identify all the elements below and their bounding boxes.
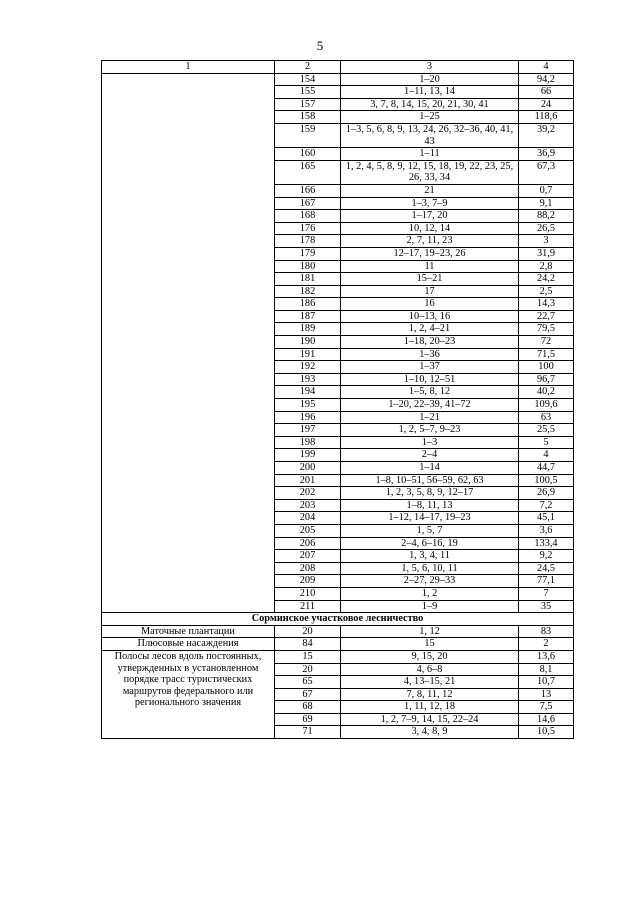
- area-cell: 88,2: [519, 210, 574, 223]
- quarter-number-cell: 204: [275, 512, 341, 525]
- plot-numbers-cell: 15: [341, 638, 519, 651]
- area-cell: 100: [519, 361, 574, 374]
- area-cell: 2,8: [519, 260, 574, 273]
- plot-numbers-cell: 1, 2, 4, 5, 8, 9, 12, 15, 18, 19, 22, 23, 25, 26, 33, 34: [341, 160, 519, 184]
- area-cell: 94,2: [519, 73, 574, 86]
- plot-numbers-cell: 1–8, 10–51, 56–59, 62, 63: [341, 474, 519, 487]
- quarter-number-cell: 158: [275, 111, 341, 124]
- plot-numbers-cell: 21: [341, 184, 519, 197]
- quarter-number-cell: 195: [275, 399, 341, 412]
- quarter-number-cell: 69: [275, 713, 341, 726]
- quarter-number-cell: 84: [275, 638, 341, 651]
- quarter-number-cell: 208: [275, 562, 341, 575]
- area-cell: 0,7: [519, 184, 574, 197]
- plot-numbers-cell: 1–36: [341, 348, 519, 361]
- quarter-number-cell: 155: [275, 86, 341, 99]
- area-cell: 3,6: [519, 524, 574, 537]
- quarter-number-cell: 197: [275, 424, 341, 437]
- area-cell: 13: [519, 688, 574, 701]
- quarter-number-cell: 190: [275, 336, 341, 349]
- quarter-number-cell: 160: [275, 148, 341, 161]
- plot-numbers-cell: 16: [341, 298, 519, 311]
- area-cell: 100,5: [519, 474, 574, 487]
- plot-numbers-cell: 1, 5, 6, 10, 11: [341, 562, 519, 575]
- plot-numbers-cell: 3, 4, 8, 9: [341, 726, 519, 739]
- plot-numbers-cell: 1–18, 20–23: [341, 336, 519, 349]
- table-row: [102, 650, 574, 663]
- quarter-number-cell: 67: [275, 688, 341, 701]
- quarter-number-cell: 198: [275, 436, 341, 449]
- plot-numbers-cell: 1, 2, 3, 5, 8, 9, 12–17: [341, 487, 519, 500]
- category-name-cell: Маточные плантации: [102, 625, 275, 638]
- plot-numbers-cell: 15–21: [341, 273, 519, 286]
- quarter-number-cell: 205: [275, 524, 341, 537]
- area-cell: 35: [519, 600, 574, 613]
- plot-numbers-cell: 1, 5, 7: [341, 524, 519, 537]
- header-cell-3: 3: [341, 61, 519, 74]
- plot-numbers-cell: 12–17, 19–23, 26: [341, 247, 519, 260]
- header-row: [102, 61, 574, 74]
- plot-numbers-cell: 1, 2, 4–21: [341, 323, 519, 336]
- plot-numbers-cell: 1, 12: [341, 625, 519, 638]
- table-row: [102, 73, 574, 86]
- quarter-number-cell: 20: [275, 625, 341, 638]
- area-cell: 67,3: [519, 160, 574, 184]
- area-cell: 133,4: [519, 537, 574, 550]
- plot-numbers-cell: 2–4: [341, 449, 519, 462]
- strip-category-cell: Полосы лесов вдоль постоянных, утвержденных в установленном порядке трасс туристических маршрутов федерального или регионального значения: [102, 650, 275, 738]
- area-cell: 7: [519, 587, 574, 600]
- quarter-number-cell: 187: [275, 310, 341, 323]
- area-cell: 24,2: [519, 273, 574, 286]
- quarter-number-cell: 20: [275, 663, 341, 676]
- plot-numbers-cell: 3, 7, 8, 14, 15, 20, 21, 30, 41: [341, 98, 519, 111]
- quarter-number-cell: 192: [275, 361, 341, 374]
- header-cell-4: 4: [519, 61, 574, 74]
- area-cell: 9,1: [519, 197, 574, 210]
- plot-numbers-cell: 11: [341, 260, 519, 273]
- area-cell: 24: [519, 98, 574, 111]
- quarter-number-cell: 211: [275, 600, 341, 613]
- plot-numbers-cell: 1–37: [341, 361, 519, 374]
- area-cell: 14,3: [519, 298, 574, 311]
- area-cell: 96,7: [519, 373, 574, 386]
- plot-numbers-cell: 9, 15, 20: [341, 650, 519, 663]
- plot-numbers-cell: 4, 13–15, 21: [341, 676, 519, 689]
- header-cell-2: 2: [275, 61, 341, 74]
- area-cell: 83: [519, 625, 574, 638]
- quarter-number-cell: 194: [275, 386, 341, 399]
- quarter-number-cell: 178: [275, 235, 341, 248]
- plot-numbers-cell: 1, 2, 5–7, 9–23: [341, 424, 519, 437]
- quarter-number-cell: 201: [275, 474, 341, 487]
- quarter-number-cell: 180: [275, 260, 341, 273]
- quarter-number-cell: 203: [275, 499, 341, 512]
- area-cell: 72: [519, 336, 574, 349]
- plot-numbers-cell: 2, 7, 11, 23: [341, 235, 519, 248]
- area-cell: 24,5: [519, 562, 574, 575]
- area-cell: 66: [519, 86, 574, 99]
- plot-numbers-cell: 1–21: [341, 411, 519, 424]
- plot-numbers-cell: 2–4, 6–16, 19: [341, 537, 519, 550]
- plot-numbers-cell: 2–27, 29–33: [341, 575, 519, 588]
- quarter-number-cell: 199: [275, 449, 341, 462]
- quarter-number-cell: 159: [275, 123, 341, 147]
- quarter-number-cell: 210: [275, 587, 341, 600]
- plot-numbers-cell: 1–8, 11, 13: [341, 499, 519, 512]
- quarter-number-cell: 189: [275, 323, 341, 336]
- blank-name-cell: [102, 73, 275, 613]
- quarter-number-cell: 182: [275, 285, 341, 298]
- quarter-number-cell: 202: [275, 487, 341, 500]
- area-cell: 71,5: [519, 348, 574, 361]
- area-cell: 26,5: [519, 222, 574, 235]
- section-title: Сорминское участковое лесничество: [102, 613, 574, 626]
- quarter-number-cell: 206: [275, 537, 341, 550]
- quarter-number-cell: 154: [275, 73, 341, 86]
- plot-numbers-cell: 17: [341, 285, 519, 298]
- plot-numbers-cell: 1–12, 14–17, 19–23: [341, 512, 519, 525]
- area-cell: 5: [519, 436, 574, 449]
- area-cell: 22,7: [519, 310, 574, 323]
- table-row: [102, 625, 574, 638]
- quarter-number-cell: 167: [275, 197, 341, 210]
- quarter-number-cell: 165: [275, 160, 341, 184]
- area-cell: 10,7: [519, 676, 574, 689]
- plot-numbers-cell: 1–3, 7–9: [341, 197, 519, 210]
- plot-numbers-cell: 1–3, 5, 6, 8, 9, 13, 24, 26, 32–36, 40, 41, 43: [341, 123, 519, 147]
- area-cell: 10,5: [519, 726, 574, 739]
- quarter-number-cell: 200: [275, 462, 341, 475]
- quarter-number-cell: 166: [275, 184, 341, 197]
- quarter-number-cell: 65: [275, 676, 341, 689]
- area-cell: 77,1: [519, 575, 574, 588]
- area-cell: 2: [519, 638, 574, 651]
- area-cell: 4: [519, 449, 574, 462]
- area-cell: 7,2: [519, 499, 574, 512]
- quarter-number-cell: 207: [275, 550, 341, 563]
- quarter-number-cell: 176: [275, 222, 341, 235]
- header-cell-1: 1: [102, 61, 275, 74]
- quarter-number-cell: 68: [275, 701, 341, 714]
- plot-numbers-cell: 1–11: [341, 148, 519, 161]
- area-cell: 3: [519, 235, 574, 248]
- area-cell: 45,1: [519, 512, 574, 525]
- plot-numbers-cell: 1–9: [341, 600, 519, 613]
- quarter-number-cell: 191: [275, 348, 341, 361]
- area-cell: 25,5: [519, 424, 574, 437]
- plot-numbers-cell: 10, 12, 14: [341, 222, 519, 235]
- quarter-number-cell: 209: [275, 575, 341, 588]
- plot-numbers-cell: 1–3: [341, 436, 519, 449]
- quarter-number-cell: 157: [275, 98, 341, 111]
- area-cell: 63: [519, 411, 574, 424]
- plot-numbers-cell: 7, 8, 11, 12: [341, 688, 519, 701]
- quarter-number-cell: 71: [275, 726, 341, 739]
- plot-numbers-cell: 1, 11, 12, 18: [341, 701, 519, 714]
- area-cell: 26,9: [519, 487, 574, 500]
- area-cell: 2,5: [519, 285, 574, 298]
- quarter-number-cell: 196: [275, 411, 341, 424]
- plot-numbers-cell: 10–13, 16: [341, 310, 519, 323]
- plot-numbers-cell: 1–10, 12–51: [341, 373, 519, 386]
- area-cell: 7,5: [519, 701, 574, 714]
- quarter-number-cell: 168: [275, 210, 341, 223]
- plot-numbers-cell: 1–14: [341, 462, 519, 475]
- plot-numbers-cell: 1, 2, 7–9, 14, 15, 22–24: [341, 713, 519, 726]
- area-cell: 40,2: [519, 386, 574, 399]
- plot-numbers-cell: 1–20: [341, 73, 519, 86]
- area-cell: 109,6: [519, 399, 574, 412]
- area-cell: 8,1: [519, 663, 574, 676]
- quarter-number-cell: 179: [275, 247, 341, 260]
- plot-numbers-cell: 1–11, 13, 14: [341, 86, 519, 99]
- plot-numbers-cell: 1–17, 20: [341, 210, 519, 223]
- area-cell: 79,5: [519, 323, 574, 336]
- quarter-number-cell: 193: [275, 373, 341, 386]
- area-cell: 36,9: [519, 148, 574, 161]
- section-row: [102, 613, 574, 626]
- plot-numbers-cell: 1–20, 22–39, 41–72: [341, 399, 519, 412]
- area-cell: 14,6: [519, 713, 574, 726]
- area-cell: 31,9: [519, 247, 574, 260]
- quarter-number-cell: 181: [275, 273, 341, 286]
- plot-numbers-cell: 1, 2: [341, 587, 519, 600]
- quarter-number-cell: 15: [275, 650, 341, 663]
- plot-numbers-cell: 1–5, 8, 12: [341, 386, 519, 399]
- page-number: 5: [316, 38, 324, 53]
- area-cell: 9,2: [519, 550, 574, 563]
- plot-numbers-cell: 1–25: [341, 111, 519, 124]
- plot-numbers-cell: 4, 6–8: [341, 663, 519, 676]
- area-cell: 118,6: [519, 111, 574, 124]
- plot-numbers-cell: 1, 3, 4, 11: [341, 550, 519, 563]
- area-cell: 39,2: [519, 123, 574, 147]
- category-name-cell: Плюсовые насаждения: [102, 638, 275, 651]
- quarter-number-cell: 186: [275, 298, 341, 311]
- area-cell: 44,7: [519, 462, 574, 475]
- table-row: [102, 638, 574, 651]
- area-cell: 13,6: [519, 650, 574, 663]
- forest-plots-table: [101, 60, 574, 739]
